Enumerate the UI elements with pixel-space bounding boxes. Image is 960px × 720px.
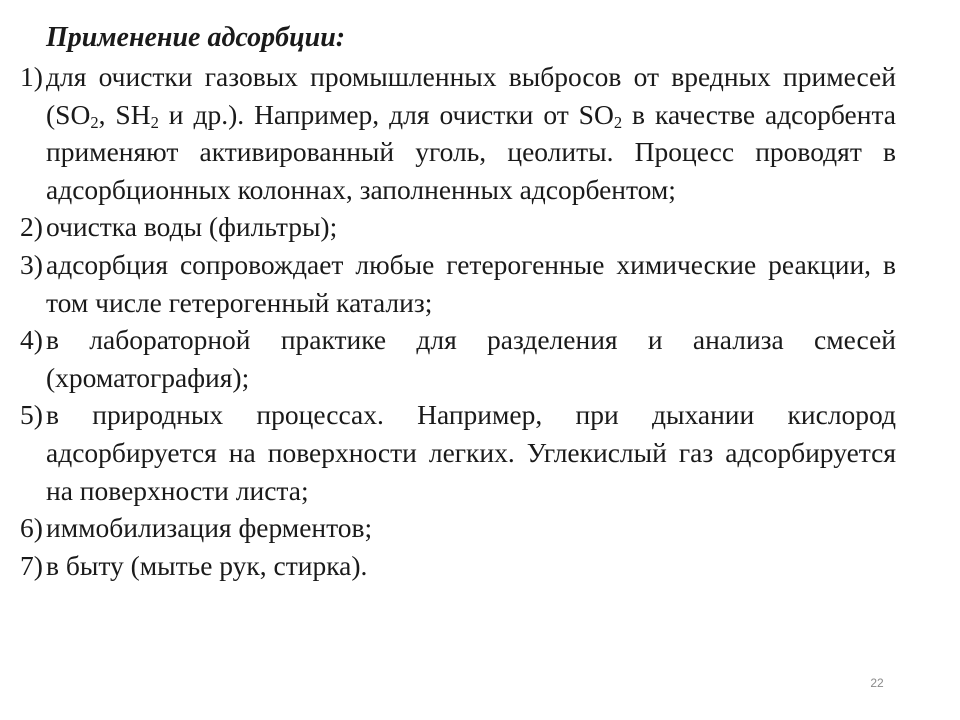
item-number: 7) <box>20 549 43 581</box>
item-number: 2) <box>20 211 43 243</box>
item-text-part: для очистки газовых промышленных выбросов от вредных примесей (SO <box>46 61 896 130</box>
item-number: 5) <box>20 399 43 431</box>
page-number: 22 <box>870 676 884 690</box>
item-text: в лабораторной практике для разделения и анализа смесей (хроматография); <box>46 324 896 393</box>
list-item-5 <box>20 396 896 509</box>
item-text-part: в качестве адсорбента применяют активированный уголь, цеолиты. Процесс проводят в адсорбционных колоннах, заполненных адсорбентом; <box>46 98 897 205</box>
item-number: 3) <box>20 248 43 280</box>
list-item-4 <box>20 321 896 396</box>
list-item-7 <box>20 547 896 585</box>
list-item-3 <box>20 246 896 321</box>
item-text: адсорбция сопровождает любые гетерогенные химические реакции, в том числе гетерогенный катализ; <box>46 248 896 318</box>
subscript: 2 <box>613 112 623 132</box>
item-text-part: и др.). Например, для очистки от SO <box>158 98 614 130</box>
applications-list <box>20 58 896 584</box>
list-item-6 <box>20 509 896 547</box>
list-item-2 <box>20 208 896 246</box>
item-text: в природных процессах. Например, при дыхании кислород адсорбируется на поверхности легких. Углекислый газ адсорбируется на поверхности листа; <box>46 399 896 506</box>
item-number: 1) <box>20 61 43 92</box>
subscript: 2 <box>150 112 159 132</box>
list-item-1 <box>20 58 896 208</box>
subscript: 2 <box>90 112 99 132</box>
item-number: 4) <box>20 324 43 356</box>
item-text: иммобилизация ферментов; <box>46 512 373 544</box>
item-text: в быту (мытье рук, стирка). <box>46 549 368 581</box>
item-number: 6) <box>20 512 43 544</box>
slide-heading: Применение адсорбции: <box>46 22 346 53</box>
item-text: очистка воды (фильтры); <box>46 211 338 243</box>
item-text <box>46 61 896 205</box>
item-text-part: , SH <box>98 98 151 130</box>
